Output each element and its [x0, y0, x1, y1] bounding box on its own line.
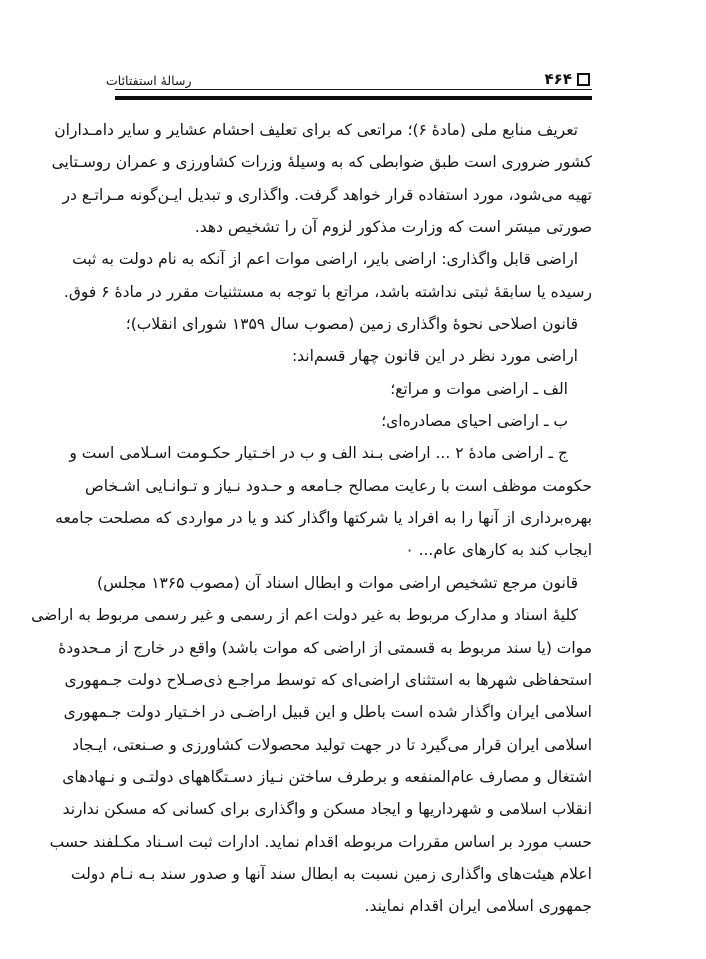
text-line: قانون مرجع تشخیص اراضی موات و ابطال اسناد آن (مصوب ۱۳۶۵ مجلس) — [97, 573, 578, 592]
text-line: کشور ضروری است طبق ضوابطی که به وسیلهٔ وزرات کشاورزی و عمران روسـتایی — [51, 153, 592, 172]
page-number-block — [545, 71, 590, 88]
page-body — [31, 114, 592, 923]
text-line: بهره‌برداری از آنها را به افراد یا شرکتها واگذار کند و یا در مواردی که مصلحت جامعه — [55, 509, 592, 528]
text-line: رسیده یا سابقهٔ ثبتی نداشته باشد، مراتع با توجه به مستثنیات مقرر در مادهٔ ۶ فوق. — [63, 282, 592, 301]
text-line: اسلامی ایران واگذار شده است باطل و این قبیل اراضـی در اخـتیار دولت جـمهوری — [63, 703, 592, 722]
text-line: تهیه می‌شود، مورد استفاده قرار خواهد گرفت. واگذاری و تبدیل ایـن‌گونه مـراتـع در — [62, 185, 592, 204]
text-line: کلیهٔ اسناد و مدارک مربوط به غیر دولت اعم از رسمی و غیر رسمی مربوط به اراضی — [31, 606, 578, 625]
text-line: اشتغال و مصارف عام‌المنفعه و برطرف ساختن نـیاز دسـتگاههای دولتـی و نـهادهای — [62, 767, 592, 786]
text-line: اراضی قابل واگذاری: اراضی بایر، اراضی موات اعم از آنکه به نام دولت به ثبت — [72, 250, 578, 269]
text-line: الف ـ اراضی موات و مراتع؛ — [390, 379, 568, 398]
square-outline-icon — [577, 73, 590, 86]
text-line: انقلاب اسلامی و شهرداریها و ایجاد مسکن و واگذاری برای کسانی که مسکن ندارند — [62, 800, 592, 819]
header-rule-thin — [115, 89, 592, 90]
text-line: اسلامی ایران قرار می‌گیرد تا در جهت تولید محصولات کشاورزی و صـنعتی، ایـجاد — [72, 735, 592, 754]
text-line: صورتی میسَر است که وزارت مذکور لزوم آن را تشخیص دهد. — [194, 218, 592, 237]
text-line: موات (یا سند مربوط به قسمتی از اراضی که موات باشد) واقع در خارج از مـحدودهٔ — [58, 638, 592, 657]
text-line: اعلام هیئت‌های واگذاری زمین نسبت به ابطال سند آنها و صدور سند بـه نـام دولت — [70, 864, 592, 883]
text-line: ایجاب کند به کارهای عام... ٠ — [405, 541, 592, 560]
header-title: رسالهٔ استفتائات — [106, 73, 192, 88]
text-line: حسب مورد بر اساس مقررات مربوطه اقدام نماید. ادارات ثبت اسـناد مکـلفند حسب — [49, 832, 592, 851]
page-number: ۴۶۴ — [544, 70, 572, 88]
text-line: ج ـ اراضی مادهٔ ۲ ... اراضی بـند الف و ب در اخـتیار حکـومت اسـلامی است و — [69, 444, 568, 463]
text-line: اراضی مورد نظر در این قانون چهار قسم‌اند: — [291, 347, 578, 366]
header-rule-thick — [115, 96, 592, 100]
text-line: جمهوری اسلامی ایران اقدام نمایند. — [364, 897, 592, 916]
text-line: قانون اصلاحی نحوهٔ واگذاری زمین (مصوب سال ۱۳۵۹ شورای انقلاب)؛ — [125, 315, 578, 334]
text-line: حکومت موظف است با رعایت مصالح جـامعه و حـدود نـیاز و تـوانـایی اشـخاص — [85, 476, 592, 495]
text-line: تعریف منابع ملی (مادهٔ ۶)؛ مراتعی که برای تعلیف احشام عشایر و سایر دامـداران — [54, 121, 578, 139]
text-line: ب ـ اراضی احیای مصادره‌ای؛ — [381, 412, 568, 431]
text-line: استحفاظی شهرها به استثنای اراضی‌ای که توسط مراجـع ذی‌صـلاح دولت جـمهوری — [64, 670, 592, 689]
